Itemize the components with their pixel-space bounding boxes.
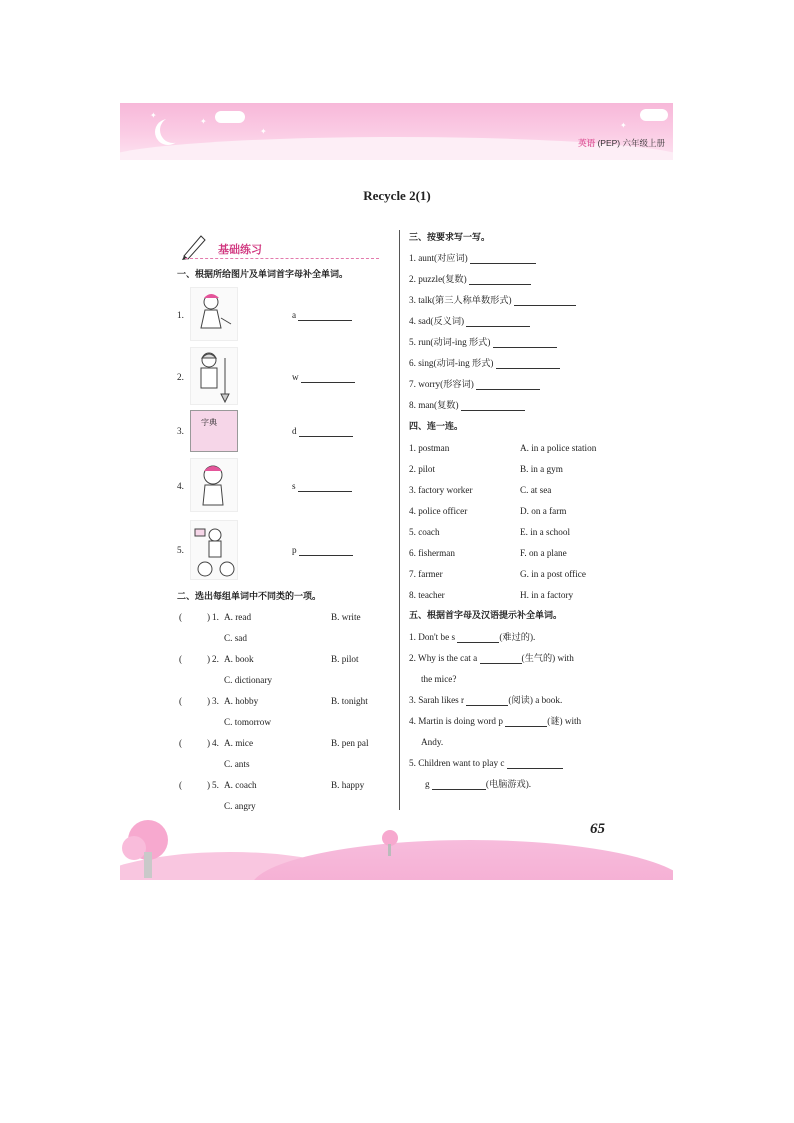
- answer-blank[interactable]: [461, 410, 525, 411]
- answer-blank[interactable]: [298, 491, 352, 492]
- answer-blank[interactable]: [476, 389, 540, 390]
- answer-paren-close[interactable]: ): [207, 654, 211, 664]
- option-c: C. tomorrow: [224, 717, 271, 727]
- answer-a: a: [292, 309, 352, 321]
- answer-blank[interactable]: [466, 705, 508, 706]
- answer-s: s: [292, 480, 352, 492]
- item-number: 5.: [177, 545, 184, 555]
- answer-blank[interactable]: [432, 789, 486, 790]
- question-row: 5. run(动词-ing 形式): [409, 336, 557, 348]
- dictionary-picture: [190, 410, 238, 452]
- series-label: [578, 137, 665, 149]
- match-right-item[interactable]: D. on a farm: [520, 506, 567, 516]
- item-number: 3.: [212, 696, 219, 706]
- answer-paren-close[interactable]: ): [207, 780, 211, 790]
- question-row: 6. sing(动词-ing 形式): [409, 357, 560, 369]
- postman-picture: [190, 520, 238, 580]
- answer-paren-open: (: [179, 696, 183, 706]
- option-a: A. read: [224, 612, 252, 622]
- answer-blank[interactable]: [469, 284, 531, 285]
- column-divider: [399, 230, 400, 810]
- option-a: A. mice: [224, 738, 254, 748]
- answer-blank[interactable]: [514, 305, 576, 306]
- tree-icon: [120, 818, 180, 880]
- question-row: 2. Why is the cat a (生气的) with: [409, 653, 574, 663]
- section1-heading: 一、根据所给图片及单词首字母补全单词。: [177, 270, 349, 280]
- match-left-item[interactable]: 8. teacher: [409, 590, 445, 600]
- option-b: B. pilot: [331, 654, 359, 664]
- item-number: 2.: [177, 372, 184, 382]
- question-row: 8. man(复数): [409, 399, 525, 411]
- option-b: B. tonight: [331, 696, 368, 706]
- item-number: 2.: [212, 654, 219, 664]
- option-c: C. sad: [224, 633, 247, 643]
- footer-hill: [250, 840, 673, 880]
- answer-paren-close[interactable]: ): [207, 738, 211, 748]
- answer-w: w: [292, 371, 355, 383]
- option-a: A. book: [224, 654, 254, 664]
- star-icon: ✦: [150, 111, 157, 120]
- basic-practice-banner: [175, 232, 379, 260]
- section3-heading: 三、按要求写一写。: [409, 233, 491, 243]
- answer-blank[interactable]: [496, 368, 560, 369]
- answer-blank[interactable]: [457, 642, 499, 643]
- question-row: 4. Martin is doing word p (谜) with: [409, 716, 582, 726]
- flower-tree-icon: [367, 818, 407, 846]
- question-row: 5. Children want to play c: [409, 757, 563, 769]
- pencil-icon: [179, 232, 209, 260]
- answer-blank[interactable]: [493, 347, 557, 348]
- answer-blank[interactable]: [299, 555, 353, 556]
- match-right-item[interactable]: F. on a plane: [520, 548, 567, 558]
- option-c: C. ants: [224, 759, 250, 769]
- answer-blank[interactable]: [298, 320, 352, 321]
- answer-blank[interactable]: [466, 326, 530, 327]
- answer-blank[interactable]: [505, 726, 547, 727]
- match-left-item[interactable]: 2. pilot: [409, 464, 436, 474]
- star-icon: ✦: [260, 127, 267, 136]
- page-header: [120, 103, 673, 160]
- question-row: 3. talk(第三人称单数形式): [409, 294, 576, 306]
- item-number: 3.: [177, 426, 184, 436]
- answer-paren-open: (: [179, 654, 183, 664]
- match-right-item[interactable]: A. in a police station: [520, 443, 597, 453]
- banner-label: 基础练习: [218, 243, 262, 256]
- worker-picture: [190, 347, 238, 405]
- answer-paren-open: (: [179, 612, 183, 622]
- banner-underline: [185, 258, 379, 259]
- answer-paren-close[interactable]: ): [207, 696, 211, 706]
- match-right-item[interactable]: E. in a school: [520, 527, 571, 537]
- section5-heading: 五、根据首字母及汉语提示补全单词。: [409, 611, 563, 621]
- moon-icon: [160, 117, 186, 143]
- item-number: 4.: [212, 738, 219, 748]
- answer-blank[interactable]: [299, 436, 353, 437]
- cloud-icon: [215, 111, 245, 123]
- match-right-item[interactable]: B. in a gym: [520, 464, 563, 474]
- cloud-icon: [640, 109, 668, 121]
- match-left-item[interactable]: 7. farmer: [409, 569, 443, 579]
- section2-heading: 二、选出每组单词中不同类的一项。: [177, 592, 322, 602]
- question-row: 7. worry(形容词): [409, 378, 540, 390]
- option-b: B. happy: [331, 780, 365, 790]
- match-left-item[interactable]: 6. fisherman: [409, 548, 455, 558]
- question-continuation: the mice?: [421, 674, 457, 684]
- item-number: 1.: [177, 310, 184, 320]
- match-left-item[interactable]: 3. factory worker: [409, 485, 473, 495]
- option-a: A. coach: [224, 780, 257, 790]
- answer-p: p: [292, 544, 353, 556]
- match-left-item[interactable]: 5. coach: [409, 527, 440, 537]
- page-title: Recycle 2(1): [363, 188, 431, 203]
- series-text: (PEP) 六年级上册: [597, 138, 665, 148]
- item-number: 4.: [177, 481, 184, 491]
- question-continuation: Andy.: [421, 737, 444, 747]
- question-row: 2. puzzle(复数): [409, 273, 531, 285]
- item-number: 1.: [212, 612, 219, 622]
- answer-blank[interactable]: [470, 263, 536, 264]
- option-c: C. angry: [224, 801, 256, 811]
- answer-paren-open: (: [179, 780, 183, 790]
- question-row: 1. Don't be s (难过的).: [409, 632, 536, 642]
- star-icon: ✦: [200, 117, 207, 126]
- match-left-item[interactable]: 1. postman: [409, 443, 450, 453]
- option-a: A. hobby: [224, 696, 259, 706]
- item-number: 5.: [212, 780, 219, 790]
- page-footer: [120, 818, 673, 880]
- boy-eating-picture: [190, 458, 238, 512]
- question-row: 3. Sarah likes r (阅读) a book.: [409, 695, 563, 705]
- question-row: 1. aunt(对应词): [409, 252, 536, 264]
- star-icon: ✦: [620, 121, 627, 130]
- option-b: B. write: [331, 612, 361, 622]
- question-continuation: g (电脑游戏).: [425, 779, 532, 789]
- answer-paren-open: (: [179, 738, 183, 748]
- answer-blank[interactable]: [301, 382, 355, 383]
- match-left-item[interactable]: 4. police officer: [409, 506, 468, 516]
- match-right-item[interactable]: H. in a factory: [520, 590, 574, 600]
- answer-paren-close[interactable]: ): [207, 612, 211, 622]
- answer-blank[interactable]: [507, 768, 563, 769]
- answer-blank[interactable]: [480, 663, 522, 664]
- match-right-item[interactable]: G. in a post office: [520, 569, 586, 579]
- option-b: B. pen pal: [331, 738, 369, 748]
- section4-heading: 四、连一连。: [409, 422, 464, 432]
- answer-d: d: [292, 425, 353, 437]
- series-mark: 英语: [578, 138, 596, 148]
- page-number: 65: [590, 821, 605, 837]
- match-right-item[interactable]: C. at sea: [520, 485, 552, 495]
- question-row: 4. sad(反义词): [409, 315, 530, 327]
- option-c: C. dictionary: [224, 675, 272, 685]
- singer-girl-picture: [190, 287, 238, 341]
- dictionary-label: 字典: [201, 418, 217, 427]
